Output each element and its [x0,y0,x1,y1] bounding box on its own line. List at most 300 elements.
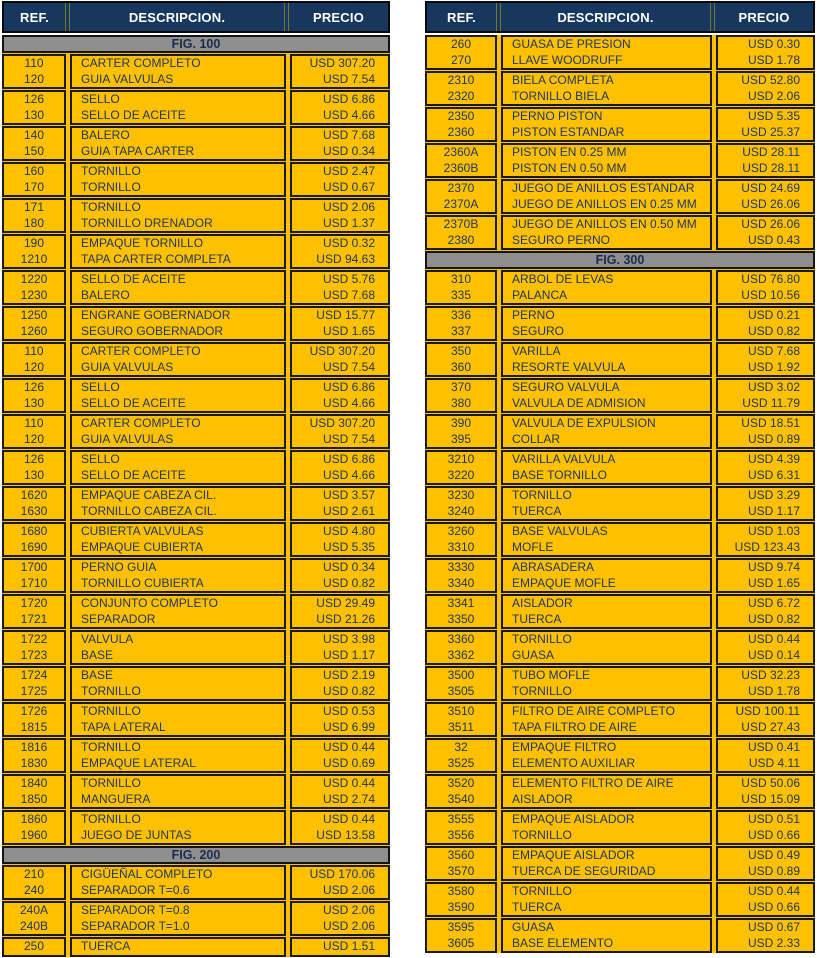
desc-box [70,486,286,521]
desc-box [70,594,286,629]
price-cell: USD 1.17 [322,647,375,662]
desc-cell: VALVULA [81,632,134,646]
ref-cell: 3340 [447,575,475,590]
row-group [2,378,390,413]
price-cell: USD 4.66 [322,395,375,410]
ref-cell: 3260 [447,524,475,538]
ref-cell: 1630 [20,503,48,518]
ref-cell: 2370B [443,217,479,231]
row-group [2,306,390,341]
ref-box [2,198,66,233]
ref-box [425,702,497,737]
ref-box [2,54,66,89]
desc-box [501,215,712,250]
ref-box [425,630,497,665]
ref-box [425,810,497,845]
ref-cell: 130 [23,395,45,410]
price-box [290,901,390,936]
desc-box [70,54,286,89]
ref-box [2,522,66,557]
desc-box [70,342,286,377]
desc-box [70,414,286,449]
row-group [2,937,390,957]
desc-box [70,234,286,269]
ref-cell: 3341 [447,596,475,610]
desc-box [70,522,286,557]
price-cell: USD 7.68 [747,344,800,358]
desc-cell: LLAVE WOODRUFF [512,52,623,67]
desc-cell: TUERCA [512,899,562,914]
desc-box [501,378,712,413]
desc-cell: ELEMENTO FILTRO DE AIRE [512,776,674,790]
price-box [290,666,390,701]
price-box [716,143,815,178]
desc-cell: GUIA TAPA CARTER [81,143,195,158]
ref-cell: 2380 [447,232,475,247]
price-cell: USD 50.06 [741,776,800,790]
price-cell: USD 7.68 [322,287,375,302]
ref-cell: 1840 [20,776,48,790]
desc-box [70,810,286,845]
price-cell: USD 25.37 [741,124,800,139]
ref-cell: 130 [23,467,45,482]
price-cell: USD 0.34 [322,560,375,574]
price-box [716,270,815,305]
ref-cell: 2370A [443,196,479,211]
ref-cell: 1960 [20,827,48,842]
desc-cell: GUASA [512,920,555,934]
price-box [290,594,390,629]
price-cell: USD 4.80 [322,524,375,538]
price-cell: USD 1.92 [747,359,800,374]
ref-cell: 1620 [20,488,48,502]
ref-box [425,215,497,250]
ref-box [2,378,66,413]
desc-cell: ELEMENTO AUXILIAR [512,755,636,770]
ref-cell: 110 [24,344,44,358]
price-cell: USD 2.06 [322,918,375,933]
row-group [2,126,390,161]
desc-cell: SELLO [81,452,120,466]
price-cell: USD 26.06 [741,217,800,231]
ref-box [425,522,497,557]
price-cell: USD 10.56 [741,287,800,302]
ref-box [2,450,66,485]
section-label: FIG. 200 [171,848,221,862]
ref-box [2,90,66,125]
ref-box [2,558,66,593]
row-group [2,90,390,125]
ref-cell: 240 [23,882,45,897]
section-label: FIG. 100 [171,37,221,51]
desc-cell: TORNILLO [512,884,572,898]
price-box [716,450,815,485]
price-box [716,306,815,341]
price-cell: USD 0.44 [747,632,800,646]
desc-cell: SELLO DE ACEITE [81,107,186,122]
desc-cell: BALERO [81,128,130,142]
ref-cell: 240B [19,918,49,933]
desc-cell: TUERCA [81,939,131,953]
desc-box [501,810,712,845]
desc-cell: SELLO [81,92,120,106]
ref-cell: 3350 [447,611,475,626]
desc-cell: SEGURO GOBERNADOR [81,323,224,338]
price-cell: USD 15.09 [741,791,800,806]
ref-cell: 2360B [443,160,479,175]
ref-cell: 1860 [20,812,48,826]
price-cell: USD 0.67 [322,179,375,194]
desc-box [70,126,286,161]
price-cell: USD 0.44 [322,740,375,754]
price-box [716,342,815,377]
price-box [716,882,815,917]
price-box [290,378,390,413]
ref-box [425,882,497,917]
price-cell: USD 11.79 [742,395,800,410]
price-cell: USD 6.99 [322,719,375,734]
price-box [716,738,815,773]
ref-cell: 126 [23,380,45,394]
ref-box [2,126,66,161]
desc-cell: SELLO DE ACEITE [81,395,186,410]
price-cell: USD 0.51 [747,812,800,826]
desc-cell: TUBO MOFLE [512,668,591,682]
desc-cell: ARBOL DE LEVAS [512,272,614,286]
ref-box [425,306,497,341]
desc-cell: TORNILLO [81,179,141,194]
price-cell: USD 7.68 [322,128,375,142]
desc-cell: VALVULA DE EXPULSION [512,416,656,430]
row-group [425,215,815,250]
desc-box [501,107,712,142]
ref-box [425,107,497,142]
ref-box [2,810,66,845]
desc-cell: SEGURO VALVULA [512,380,620,394]
price-cell: USD 2.06 [322,882,375,897]
price-cell: USD 0.82 [747,323,800,338]
price-cell: USD 2.74 [322,791,375,806]
price-cell: USD 15.77 [316,308,375,322]
ref-box [425,774,497,809]
ref-cell: 2360A [443,145,479,159]
row-group [425,179,815,214]
desc-box [501,35,712,70]
desc-box [501,143,712,178]
price-box [716,810,815,845]
price-cell: USD 2.61 [322,503,375,518]
ref-cell: 150 [23,143,45,158]
price-table-left [2,1,390,958]
ref-cell: 2350 [447,109,475,123]
ref-cell: 3230 [447,488,475,502]
ref-cell: 3555 [447,812,475,826]
table-header [2,1,390,33]
ref-cell: 180 [23,215,45,230]
desc-box [501,558,712,593]
desc-cell: GUIA VALVULAS [81,359,174,374]
ref-cell: 3520 [447,776,475,790]
price-cell: USD 0.67 [747,920,800,934]
price-cell: USD 3.29 [747,488,800,502]
desc-cell: MANGUERA [81,791,151,806]
ref-box [425,450,497,485]
row-group [2,558,390,593]
ref-cell: 1260 [20,323,48,338]
desc-cell: CARTER COMPLETO [81,56,201,70]
price-box [716,846,815,881]
price-cell: USD 2.06 [322,903,375,917]
row-group [2,162,390,197]
desc-box [70,630,286,665]
ref-cell: 1815 [20,719,48,734]
ref-cell: 3510 [447,704,475,718]
desc-box [70,774,286,809]
desc-box [70,738,286,773]
ref-box [425,666,497,701]
ref-box [2,414,66,449]
row-group [2,630,390,665]
price-box [290,937,390,957]
ref-cell: 32 [454,740,468,754]
desc-cell: SELLO DE ACEITE [81,272,186,286]
desc-cell: TUERCA [512,611,562,626]
desc-cell: EMPAQUE AISLADOR [512,848,635,862]
row-group [2,486,390,521]
ref-box [425,179,497,214]
price-cell: USD 52.80 [741,73,800,87]
ref-cell: 2320 [447,88,475,103]
ref-box [425,270,497,305]
desc-cell: TORNILLO DRENADOR [81,215,213,230]
price-cell: USD 4.39 [747,452,800,466]
price-cell: USD 1.78 [747,683,800,698]
price-box [290,774,390,809]
desc-cell: VARILLA VALVULA [512,452,616,466]
ref-cell: 1816 [20,740,48,754]
ref-cell: 120 [23,431,45,446]
header-price: PRECIO [312,9,365,25]
price-cell: USD 0.21 [747,308,800,322]
row-group [2,414,390,449]
ref-box [2,901,66,936]
price-box [716,558,815,593]
ref-box [425,143,497,178]
desc-cell: GUASA [512,647,555,662]
desc-box [501,846,712,881]
price-box [716,666,815,701]
desc-cell: EMPAQUE CABEZA CIL. [81,488,217,502]
ref-cell: 1710 [20,575,48,590]
price-box [716,522,815,557]
ref-cell: 3540 [447,791,475,806]
price-cell: USD 0.89 [747,863,800,878]
ref-cell: 1700 [20,560,48,574]
price-cell: USD 307.20 [309,56,375,70]
desc-cell: SEGURO PERNO [512,232,611,247]
ref-cell: 1230 [20,287,48,302]
desc-cell: EMPAQUE TORNILLO [81,236,204,250]
ref-cell: 160 [23,164,45,178]
desc-cell: JUEGO DE ANILLOS ESTANDAR [512,181,695,195]
price-cell: USD 0.32 [322,236,375,250]
row-group [425,342,815,377]
desc-box [501,702,712,737]
desc-cell: TUERCA DE SEGURIDAD [512,863,656,878]
price-cell: USD 0.66 [747,827,800,842]
ref-cell: 360 [450,359,472,374]
price-cell: USD 0.44 [322,812,375,826]
desc-cell: TORNILLO [81,200,141,214]
desc-cell: BIELA COMPLETA [512,73,614,87]
row-group [425,702,815,737]
ref-cell: 3505 [447,683,475,698]
price-box [290,270,390,305]
desc-cell: TORNILLO [512,683,572,698]
ref-box [2,162,66,197]
price-cell: USD 2.19 [322,668,375,682]
row-group [2,270,390,305]
ref-cell: 110 [24,56,44,70]
price-cell: USD 0.41 [747,740,800,754]
desc-cell: SEGURO [512,323,565,338]
price-cell: USD 28.11 [742,160,800,175]
price-cell: USD 123.43 [734,539,800,554]
desc-cell: PERNO GUIA [81,560,157,574]
row-group [2,865,390,900]
ref-box [425,486,497,521]
desc-box [70,450,286,485]
section-header-bar [2,846,390,864]
desc-box [70,270,286,305]
desc-box [501,666,712,701]
header-ref: REF. [447,9,476,25]
ref-box [2,630,66,665]
price-box [716,179,815,214]
row-group [2,54,390,89]
ref-cell: 140 [23,128,45,142]
price-cell: USD 3.57 [322,488,375,502]
ref-cell: 130 [23,107,45,122]
price-box [290,90,390,125]
price-cell: USD 0.30 [747,37,800,51]
desc-cell: SEPARADOR T=0.6 [81,882,190,897]
row-group [2,738,390,773]
price-box [290,865,390,900]
table-body [2,35,390,957]
ref-cell: 2370 [447,181,475,195]
desc-cell: VALVULA DE ADMISION [512,395,646,410]
desc-box [70,306,286,341]
header-ref: REF. [20,9,49,25]
price-box [290,522,390,557]
desc-cell: SEPARADOR T=0.8 [81,903,190,917]
price-cell: USD 6.86 [322,452,375,466]
desc-cell: BASE [81,647,114,662]
desc-cell: TORNILLO CUBIERTA [81,575,204,590]
ref-cell: 3210 [447,452,475,466]
price-box [716,486,815,521]
ref-box [425,738,497,773]
price-cell: USD 0.14 [747,647,800,662]
desc-cell: TAPA LATERAL [81,719,166,734]
row-group [2,810,390,845]
desc-cell: TORNILLO [81,812,141,826]
row-group [425,558,815,593]
ref-box [425,558,497,593]
desc-box [70,702,286,737]
price-cell: USD 4.66 [322,107,375,122]
ref-cell: 1723 [20,647,48,662]
ref-cell: 1850 [20,791,48,806]
desc-box [70,865,286,900]
price-cell: USD 2.33 [747,935,800,950]
ref-cell: 1210 [20,251,48,266]
row-group [425,738,815,773]
row-group [425,846,815,881]
row-group [425,882,815,917]
ref-cell: 270 [450,52,472,67]
desc-cell: ABRASADERA [512,560,595,574]
ref-box [425,846,497,881]
price-cell: USD 5.35 [747,109,800,123]
ref-cell: 3525 [447,755,475,770]
price-cell: USD 1.51 [322,939,375,953]
price-cell: USD 9.74 [747,560,800,574]
desc-cell: GUASA DE PRESION [512,37,631,51]
price-box [290,306,390,341]
desc-cell: SEPARADOR T=1.0 [81,918,190,933]
desc-cell: BASE VALVULAS [512,524,608,538]
desc-cell: EMPAQUE AISLADOR [512,812,635,826]
ref-cell: 3605 [447,935,475,950]
ref-box [425,918,497,953]
header-desc: DESCRIPCION. [557,9,654,25]
section-label: FIG. 300 [595,253,645,267]
desc-cell: TAPA CARTER COMPLETA [81,251,231,266]
ref-cell: 1220 [20,272,48,286]
price-cell: USD 2.06 [322,200,375,214]
ref-cell: 390 [450,416,472,430]
price-cell: USD 4.11 [748,755,800,770]
ref-cell: 1725 [20,683,48,698]
desc-box [70,558,286,593]
price-cell: USD 24.69 [741,181,800,195]
ref-cell: 1721 [20,611,48,626]
row-group [2,702,390,737]
price-cell: USD 1.78 [747,52,800,67]
price-cell: USD 0.89 [747,431,800,446]
desc-cell: JUEGO DE ANILLOS EN 0.50 MM [512,217,697,231]
desc-cell: AISLADOR [512,596,573,610]
desc-cell: EMPAQUE MOFLE [512,575,616,590]
desc-cell: JUEGO DE ANILLOS EN 0.25 MM [512,196,697,211]
price-cell: USD 0.82 [322,575,375,590]
desc-cell: PALANCA [512,287,568,302]
desc-cell: TORNILLO [512,632,572,646]
desc-cell: BALERO [81,287,130,302]
price-box [716,630,815,665]
price-cell: USD 1.65 [322,323,375,338]
price-cell: USD 27.43 [741,719,800,734]
row-group [425,107,815,142]
price-cell: USD 170.06 [309,867,375,881]
price-cell: USD 2.47 [322,164,375,178]
ref-cell: 3500 [447,668,475,682]
ref-box [425,378,497,413]
ref-cell: 380 [450,395,472,410]
price-cell: USD 6.86 [322,380,375,394]
